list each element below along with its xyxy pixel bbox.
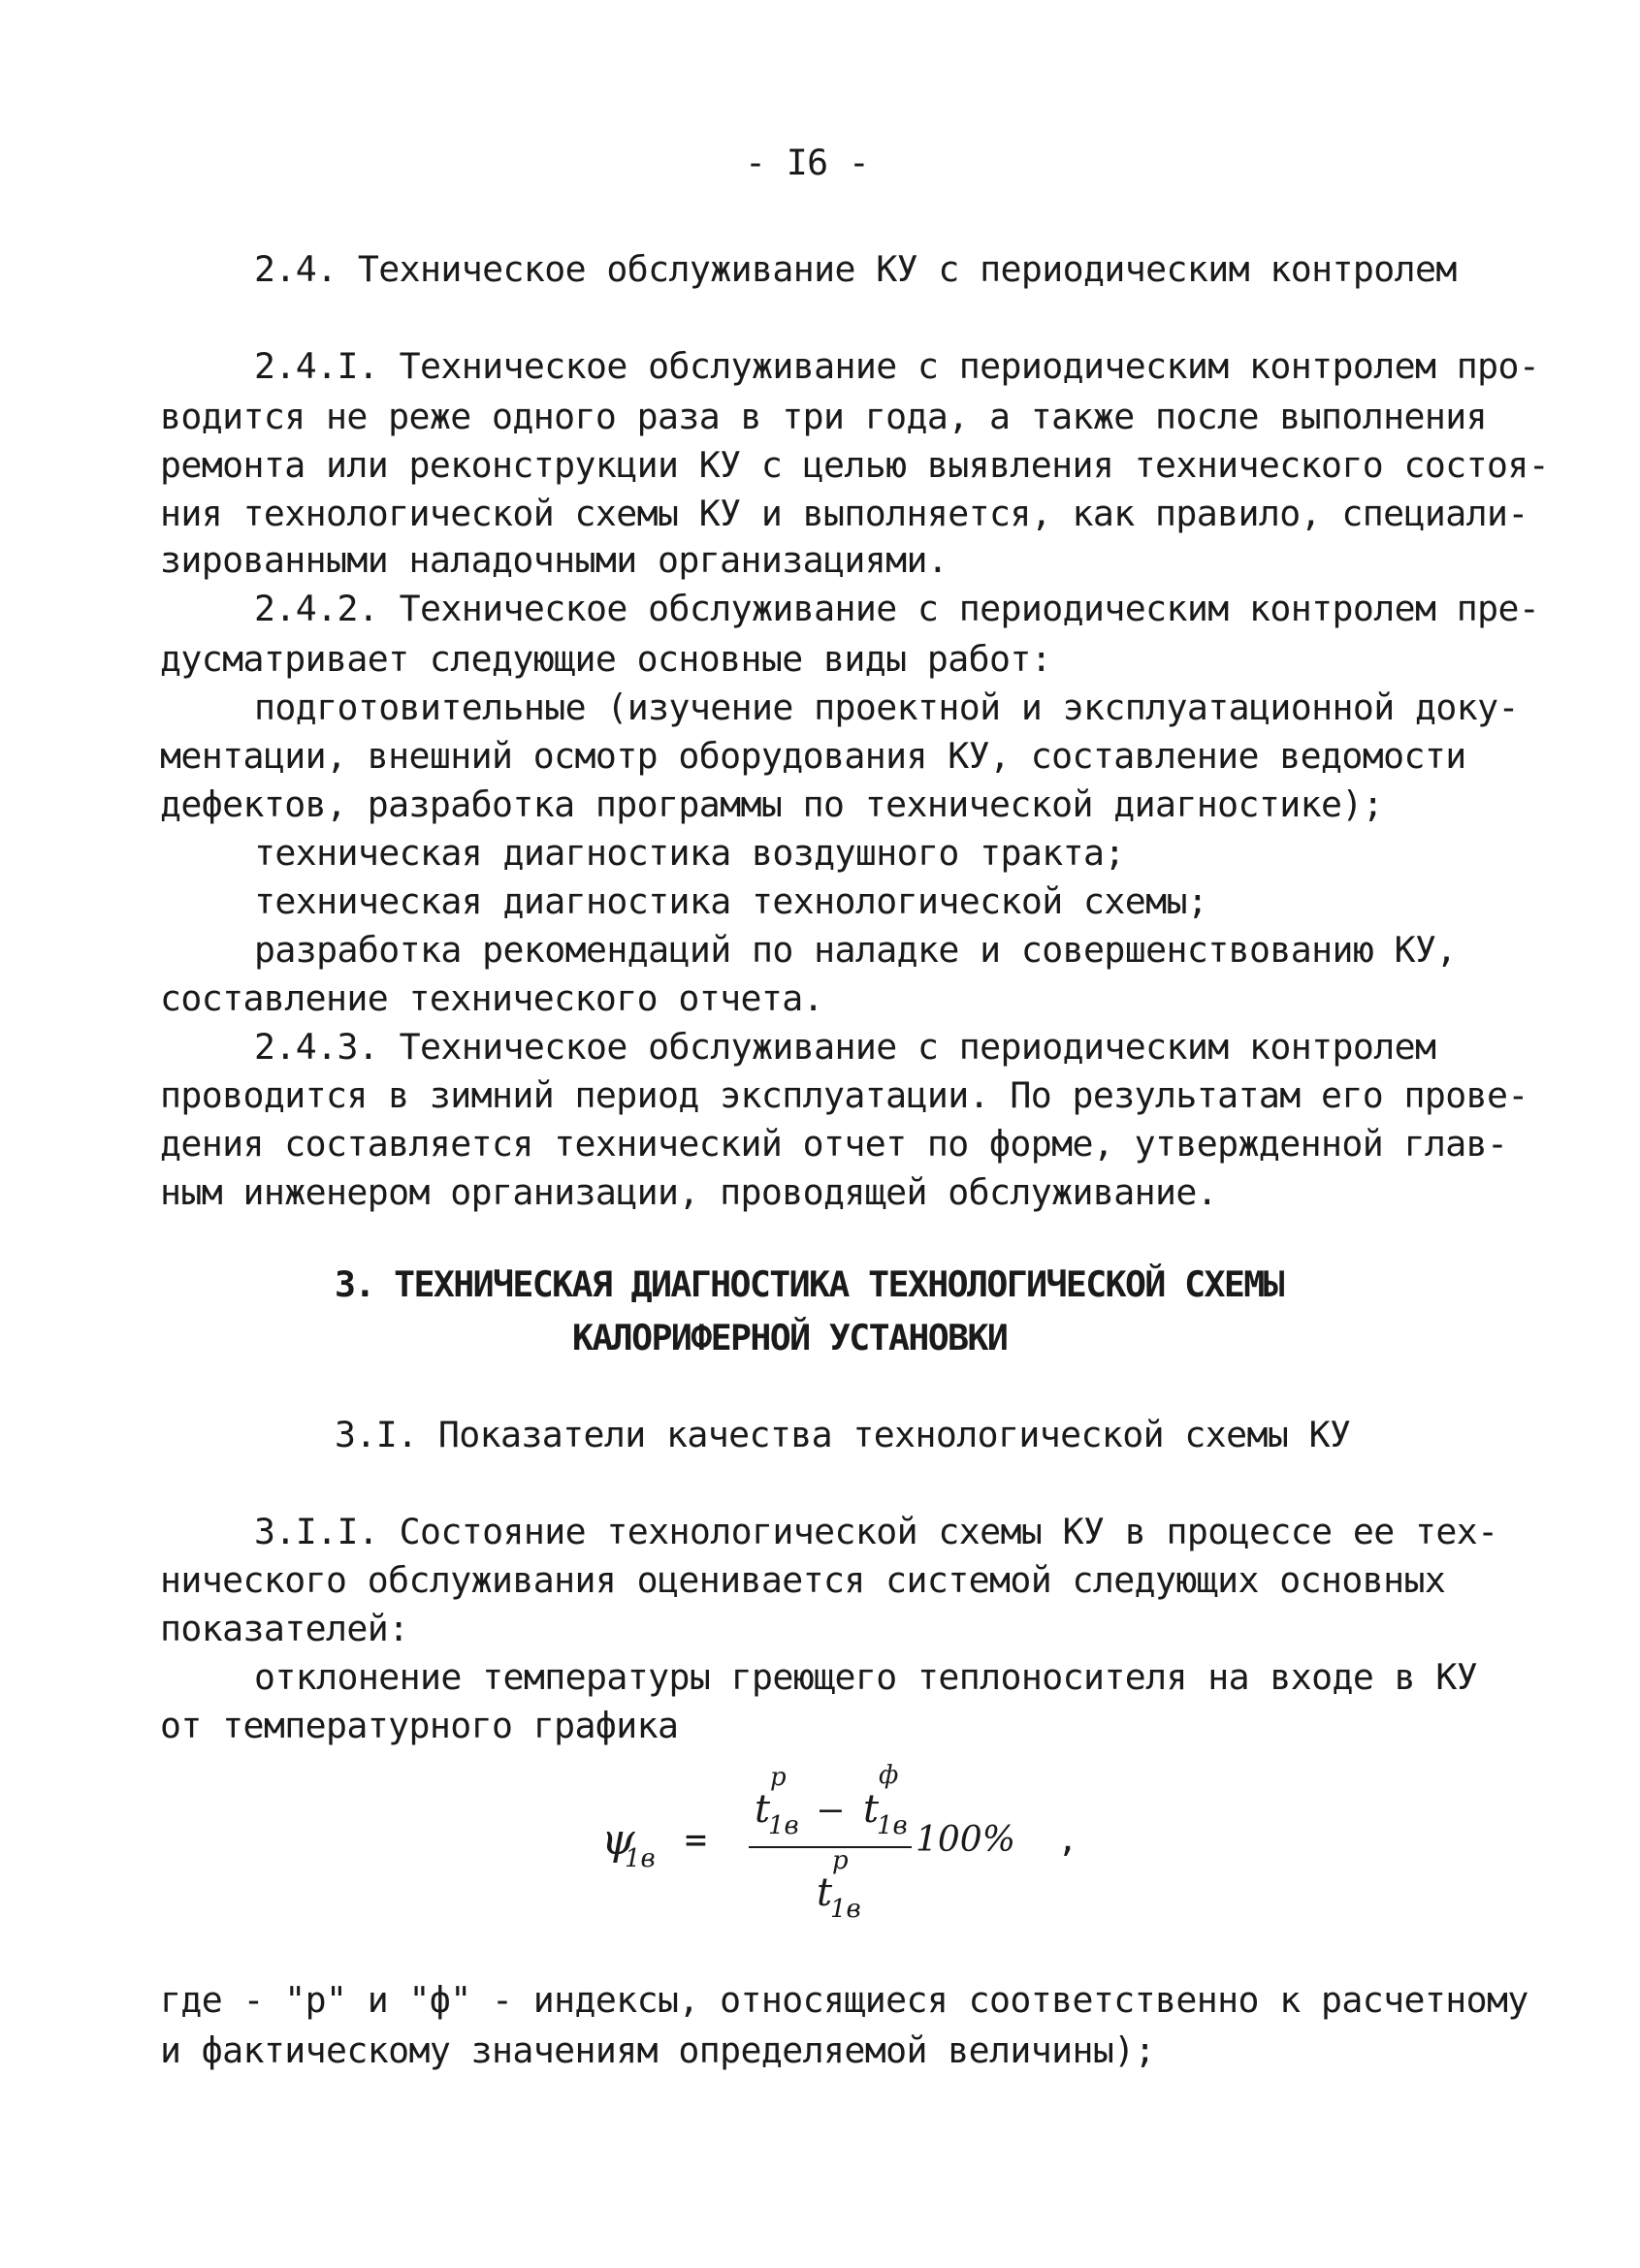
list-item: техническая диагностика технологической схемы; [254, 880, 1208, 922]
text-line: показателей: [160, 1608, 409, 1649]
text-line: водится не реже одного раза в три года, а также после выполнения [160, 396, 1487, 437]
text-line: и фактическому значениям определяемой величины); [160, 2029, 1155, 2071]
text-line: от температурного графика [160, 1705, 679, 1746]
list-item: подготовительные (изучение проектной и эксплуатационной доку- [254, 687, 1519, 728]
formula-factor: 100% [916, 1820, 1015, 1860]
text-line: отклонение температуры греющего теплоносителя на входе в КУ [254, 1656, 1478, 1698]
formula-equals: = [685, 1818, 707, 1861]
numerator-term-a: t [755, 1787, 771, 1832]
numerator-term-b-sup: ф [879, 1761, 899, 1790]
formula-comma: , [1057, 1820, 1078, 1860]
section-heading: 2.4. Техническое обслуживание КУ с периодическим контролем [254, 248, 1457, 290]
formula-lhs: ψ [601, 1815, 635, 1865]
numerator-term-a-sup: р [770, 1763, 787, 1792]
deviation-formula [582, 1763, 1086, 1947]
text-line: 2.4.2. Техническое обслуживание с периодическим контролем пре- [254, 588, 1540, 629]
denominator-sup: р [832, 1846, 849, 1875]
text-line: ния технологической схемы КУ и выполняется, как правило, специали- [160, 493, 1528, 534]
denominator-sub: 1в [830, 1895, 861, 1924]
text-line: 3.I.I. Состояние технологической схемы КУ в процессе ее тех- [254, 1511, 1498, 1552]
numerator-term-b-sub: 1в [877, 1811, 908, 1840]
text-line: дусматривает следующие основные виды работ: [160, 638, 1052, 680]
section-3-title-line2: КАЛОРИФЕРНОЙ УСТАНОВКИ [572, 1317, 1008, 1358]
text-line: 2.4.3. Техническое обслуживание с периодическим контролем [254, 1026, 1436, 1068]
formula-lhs-subscript: 1в [625, 1844, 656, 1873]
fraction-bar [749, 1846, 912, 1848]
section-3-title-line1: 3. ТЕХНИЧЕСКАЯ ДИАГНОСТИКА ТЕХНОЛОГИЧЕСКОЙ СХЕМЫ [335, 1263, 1283, 1305]
text-line: нического обслуживания оценивается системой следующих основных [160, 1559, 1446, 1601]
text-line: ремонта или реконструкции КУ с целью выявления технического состоя- [160, 444, 1550, 486]
numerator-term-b: t [863, 1787, 880, 1832]
text-line: 2.4.I. Техническое обслуживание с периодическим контролем про- [254, 345, 1540, 387]
text-line: зированными наладочными организациями. [160, 539, 949, 581]
text-line: ным инженером организации, проводящей обслуживание. [160, 1171, 1218, 1213]
text-line: дения составляется технический отчет по форме, утвержденной глав- [160, 1123, 1508, 1165]
numerator-term-a-sub: 1в [768, 1811, 799, 1840]
list-item: разработка рекомендаций по наладке и совершенствованию КУ, [254, 929, 1457, 971]
formula-minus: – [820, 1787, 842, 1830]
list-item: ментации, внешний осмотр оборудования КУ, составление ведомости [160, 735, 1466, 777]
text-line: проводится в зимний период эксплуатации. По результатам его прове- [160, 1074, 1528, 1116]
page-number: - I6 - [745, 142, 870, 183]
list-item: дефектов, разработка программы по технической диагностике); [160, 783, 1384, 825]
list-item: составление технического отчета. [160, 977, 823, 1019]
denominator-term: t [817, 1870, 833, 1915]
text-line: где - "р" и "ф" - индексы, относящиеся соответственно к расчетному [160, 1979, 1528, 2021]
list-item: техническая диагностика воздушного тракта; [254, 832, 1125, 874]
subsection-heading: 3.I. Показатели качества технологической схемы КУ [335, 1414, 1351, 1455]
